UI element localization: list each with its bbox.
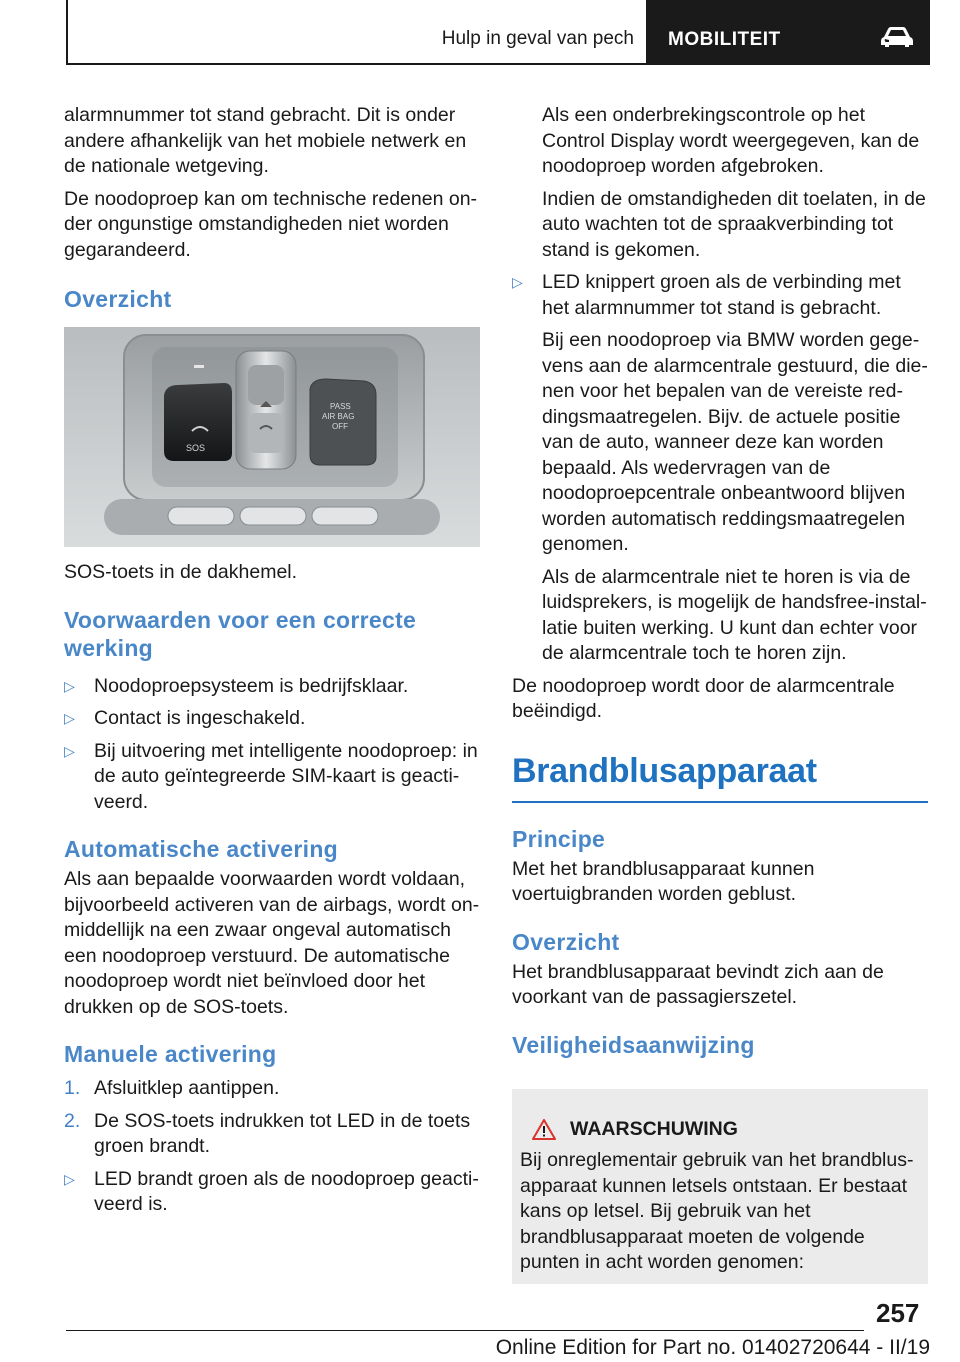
heading-manual: Manuele activering [64,1041,277,1067]
manual-steps [64,1076,480,1160]
list-item: ▷ Contact is ingeschakeld. [64,706,480,732]
header-section-label: Hulp in geval van pech [441,28,634,49]
car-icon [880,26,914,48]
heading-automatic: Automatische activering [64,836,339,862]
triangle-bullet-icon: ▷ [64,742,75,759]
right-paragraph-2: Indien de omstandigheden dit toelaten, in de auto wachten tot de spraakverbinding tot stand is gekomen. [542,187,926,261]
heading-conditions: Voorwaarden voor een correcte werking [64,606,417,661]
right-paragraph-5: De noodoproep wordt door de alarmcentrale beëindigd. [512,674,895,722]
heading-overview: Overzicht [64,286,172,312]
warning-title: WAARSCHUWING [520,1117,918,1143]
heading-overview-2: Overzicht [512,928,620,955]
header-section [66,0,648,63]
left-paragraph-2: De noodoproep kan om technische redenen onder ongunstige omstandigheden niet worden gegarandeerd. [64,187,478,261]
triangle-bullet-icon: ▷ [64,710,75,726]
list-item: ▷ Noodoproepsysteem is bedrijfsklaar. [64,674,480,700]
chapter-title-rule [512,801,928,803]
airbag-button-label-1: PASS [330,402,351,411]
right-paragraph-4: Als de alarmcentrale niet te horen is via de luidsprekers, is mogelijk de handsfree-installatie buiten werking. U kunt dan echter voor de alarmcentrale toch te horen zijn. [542,565,927,664]
chapter-title: Brandblusapparaat [512,751,817,790]
manual-bullets [64,1167,480,1218]
triangle-bullet-icon: ▷ [512,274,523,290]
header-rule [66,63,930,65]
triangle-bullet-icon: ▷ [64,1170,75,1187]
sos-button-label: SOS [186,443,206,453]
automatic-paragraph: Als aan bepaalde voorwaarden wordt voldaan, bijvoorbeeld activeren van de airbags, wordt onmiddellijk na een zwaar ongeval automatisch een noodoproep verstuurd. De automatische noodoproep wordt niet beïnvloed door het drukken op de SOS-toets. [64,868,480,1018]
left-column [64,103,480,1225]
warning-text: Bij onreglementair gebruik van het brandblusapparaat kunnen letsels ontstaan. Er bestaat kans op letsel. Bij gebruik van het brandblusapparaat moeten de volgende punten in acht worden genomen: [520,1149,914,1273]
airbag-button-label-2: AIR BAG [322,412,355,421]
list-item: ▷ LED knippert groen als de verbinding met het alarmnummer tot stand is gebracht. [512,271,901,319]
header-chapter-tab [648,0,930,65]
list-item: ▷ Bij uitvoering met intelligente noodoproep: in de auto geïntegreerde SIM-kaart is geactiveerd. [64,739,478,813]
overview-paragraph: Het brandblusapparaat bevindt zich aan de voorkant van de passagierszetel. [512,960,884,1008]
page-number: 257 [876,1298,920,1328]
warning-box [512,1089,928,1284]
footer-rule [66,1330,864,1331]
right-paragraph-3: Bij een noodoproep via BMW worden gegevens aan de alarmcentrale gestuurd, die dienen voor het bepalen van de vereiste reddingsmaatregelen. Bijv. de actuele positie van de auto, wanneer deze kan worden bepaald. Als wedervragen van de noodoproepcentrale onbeantwoord blijven worden automatisch reddingsmaatregelen genomen. [542,329,928,555]
heading-principle: Principe [512,825,606,852]
sos-button-photo [64,327,480,547]
list-item: ▷ LED brandt groen als de noodoproep geactiveerd is. [64,1167,479,1215]
list-item: 1. Afsluitklep aantippen. [64,1077,280,1099]
right-paragraph-1: Als een onderbrekingscontrole op het Control Display wordt weergegeven, kan de noodoproep worden afgebroken. [542,104,920,177]
header-chapter-label: MOBILITEIT [668,29,781,50]
heading-safety: Veiligheidsaanwijzing [512,1031,755,1058]
right-bullets [512,270,928,321]
list-item: 2. De SOS-toets indrukken tot LED in de toets groen brandt. [64,1109,471,1157]
left-paragraph-1: alarmnummer tot stand gebracht. Dit is onder andere afhankelijk van het mobiele netwerk en de nationale wetgeving. [64,104,467,177]
footer-edition: Online Edition for Part no. 01402720644 - II/19 [495,1336,930,1359]
warning-triangle-icon [532,1119,556,1140]
image-caption: SOS-toets in de dakhemel. [64,561,298,583]
airbag-button-label-3: OFF [332,422,348,431]
conditions-list [64,674,480,816]
right-column [512,103,928,1284]
principle-paragraph: Met het brandblusapparaat kunnen voertuigbranden worden geblust. [512,857,815,905]
triangle-bullet-icon: ▷ [64,677,75,694]
